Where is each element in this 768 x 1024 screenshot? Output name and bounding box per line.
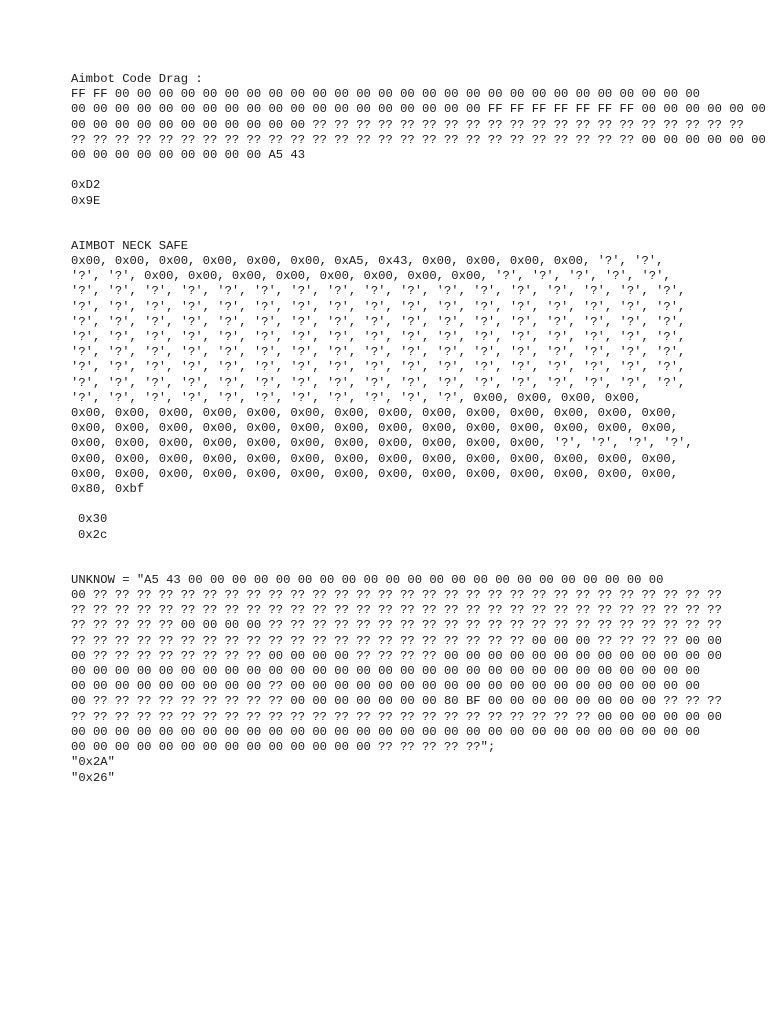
byte-array-line: '?', '?', 0x00, 0x00, 0x00, 0x00, 0x00, 0x00, 0x00, 0x00, '?', '?', '?', '?', '?', — [71, 269, 671, 284]
hex-line: ?? ?? ?? ?? ?? ?? ?? ?? ?? ?? ?? ?? ?? ?? ?? ?? ?? ?? ?? ?? ?? ?? ?? ?? ?? ?? 00 00 00 00 00 00 — [71, 132, 766, 147]
offset-value: 0x30 — [78, 512, 108, 527]
section-unknow — [71, 572, 722, 786]
unknow-line: 00 ?? ?? ?? ?? ?? ?? ?? ?? ?? 00 00 00 00 00 00 00 80 BF 00 00 00 00 00 00 00 00 ?? ?? ?? — [71, 694, 722, 709]
offset-value: 0xD2 — [71, 178, 101, 193]
byte-array-line: 0x00, 0x00, 0x00, 0x00, 0x00, 0x00, 0x00, 0x00, 0x00, 0x00, 0x00, '?', '?', '?', '?', — [71, 436, 693, 451]
offset-value: 0x2c — [78, 527, 108, 542]
byte-array-line: 0x80, 0xbf — [71, 482, 145, 497]
section-title: AIMBOT NECK SAFE — [71, 238, 189, 253]
byte-array-line: 0x00, 0x00, 0x00, 0x00, 0x00, 0x00, 0x00, 0x00, 0x00, 0x00, 0x00, 0x00, 0x00, 0x00, — [71, 451, 679, 466]
unknow-line: 00 ?? ?? ?? ?? ?? ?? ?? ?? ?? ?? ?? ?? ?? ?? ?? ?? ?? ?? ?? ?? ?? ?? ?? ?? ?? ?? ?? ?? ?? — [71, 588, 722, 603]
spacer — [71, 209, 711, 239]
unknow-line: 00 ?? ?? ?? ?? ?? ?? ?? ?? 00 00 00 00 ?? ?? ?? ?? 00 00 00 00 00 00 00 00 00 00 00 00 00 — [71, 648, 722, 663]
document-page — [71, 72, 766, 786]
hex-line: 00 00 00 00 00 00 00 00 00 00 00 ?? ?? ?? ?? ?? ?? ?? ?? ?? ?? ?? ?? ?? ?? ?? ?? ?? ?? ?? ?? — [71, 117, 744, 132]
byte-array-line: '?', '?', '?', '?', '?', '?', '?', '?', '?', '?', '?', '?', '?', '?', '?', '?', '?', — [71, 345, 686, 360]
unknow-line: UNKNOW = "A5 43 00 00 00 00 00 00 00 00 00 00 00 00 00 00 00 00 00 00 00 00 00 00 — [71, 572, 664, 587]
offset-value: "0x2A" — [71, 755, 115, 770]
unknow-line: 00 00 00 00 00 00 00 00 00 00 00 00 00 00 00 00 00 00 00 00 00 00 00 00 00 00 00 00 00 — [71, 664, 700, 679]
byte-array-line: '?', '?', '?', '?', '?', '?', '?', '?', '?', '?', '?', '?', '?', '?', '?', '?', '?', — [71, 375, 686, 390]
unknow-line: ?? ?? ?? ?? ?? ?? ?? ?? ?? ?? ?? ?? ?? ?? ?? ?? ?? ?? ?? ?? ?? ?? ?? ?? ?? ?? ?? ?? ?? ?? — [71, 603, 722, 618]
byte-array-line: '?', '?', '?', '?', '?', '?', '?', '?', '?', '?', '?', '?', '?', '?', '?', '?', '?', — [71, 284, 686, 299]
section-title: Aimbot Code Drag : — [71, 72, 203, 86]
byte-array-line: '?', '?', '?', '?', '?', '?', '?', '?', '?', '?', '?', '?', '?', '?', '?', '?', '?', — [71, 330, 686, 345]
byte-array-line: 0x00, 0x00, 0x00, 0x00, 0x00, 0x00, 0x00, 0x00, 0x00, 0x00, 0x00, 0x00, 0x00, 0x00, — [71, 421, 679, 436]
byte-array-line: '?', '?', '?', '?', '?', '?', '?', '?', '?', '?', '?', '?', '?', '?', '?', '?', '?', — [71, 314, 686, 329]
unknow-line: ?? ?? ?? ?? ?? 00 00 00 00 ?? ?? ?? ?? ?? ?? ?? ?? ?? ?? ?? ?? ?? ?? ?? ?? ?? ?? ?? ?? ?? — [71, 618, 722, 633]
unknow-line: 00 00 00 00 00 00 00 00 00 ?? 00 00 00 00 00 00 00 00 00 00 00 00 00 00 00 00 00 00 00 — [71, 679, 700, 694]
unknow-line: ?? ?? ?? ?? ?? ?? ?? ?? ?? ?? ?? ?? ?? ?? ?? ?? ?? ?? ?? ?? ?? ?? ?? ?? 00 00 00 00 00 00 — [71, 709, 722, 724]
section-aimbot-code-drag — [71, 72, 766, 209]
unknow-line: 00 00 00 00 00 00 00 00 00 00 00 00 00 00 00 00 00 00 00 00 00 00 00 00 00 00 00 00 00 — [71, 724, 700, 739]
spacer — [71, 497, 711, 512]
byte-array-line: '?', '?', '?', '?', '?', '?', '?', '?', '?', '?', '?', '?', '?', '?', '?', '?', '?', — [71, 360, 686, 375]
offset-value: "0x26" — [71, 770, 115, 785]
byte-array-line: '?', '?', '?', '?', '?', '?', '?', '?', '?', '?', '?', 0x00, 0x00, 0x00, 0x00, — [71, 390, 642, 405]
hex-line: 00 00 00 00 00 00 00 00 00 00 00 00 00 00 00 00 00 00 00 FF FF FF FF FF FF FF 00 00 00 00 00 00 — [71, 102, 766, 117]
hex-line: FF FF 00 00 00 00 00 00 00 00 00 00 00 00 00 00 00 00 00 00 00 00 00 00 00 00 00 00 00 — [71, 87, 700, 102]
section-aimbot-neck-safe — [71, 239, 711, 543]
byte-array-line: 0x00, 0x00, 0x00, 0x00, 0x00, 0x00, 0x00, 0x00, 0x00, 0x00, 0x00, 0x00, 0x00, 0x00, — [71, 466, 679, 481]
hex-line: 00 00 00 00 00 00 00 00 00 A5 43 — [71, 148, 306, 163]
byte-array-line: 0x00, 0x00, 0x00, 0x00, 0x00, 0x00, 0x00, 0x00, 0x00, 0x00, 0x00, 0x00, 0x00, 0x00, — [71, 406, 679, 421]
byte-array-line: 0x00, 0x00, 0x00, 0x00, 0x00, 0x00, 0xA5, 0x43, 0x00, 0x00, 0x00, 0x00, '?', '?', — [71, 254, 664, 269]
spacer — [71, 543, 711, 573]
offset-value: 0x9E — [71, 193, 101, 208]
byte-array-line: '?', '?', '?', '?', '?', '?', '?', '?', '?', '?', '?', '?', '?', '?', '?', '?', '?', — [71, 299, 686, 314]
unknow-line: ?? ?? ?? ?? ?? ?? ?? ?? ?? ?? ?? ?? ?? ?? ?? ?? ?? ?? ?? ?? ?? 00 00 00 ?? ?? ?? ?? 00 00 — [71, 633, 722, 648]
spacer — [71, 163, 711, 178]
unknow-line: 00 00 00 00 00 00 00 00 00 00 00 00 00 00 ?? ?? ?? ?? ??"; — [71, 740, 496, 755]
